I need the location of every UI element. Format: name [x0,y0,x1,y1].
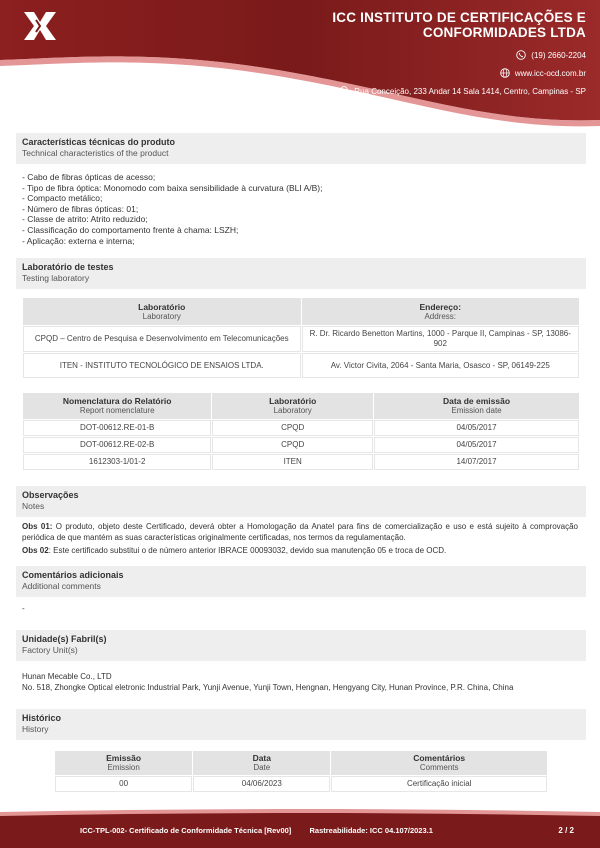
column-header-date: Data Date [193,751,330,775]
column-header-emission: Emissão Emission [55,751,192,775]
company-name-line1: ICC INSTITUTO DE CERTIFICAÇÕES E [332,10,586,25]
list-item: - Classificação do comportamento frente à chama: LSZH; [22,224,239,235]
globe-icon [500,68,510,78]
list-item: - Classe de atrito: Atrito reduzido; [22,214,148,225]
report-id: DOT-00612.RE-01-B [23,420,211,436]
table-header-row [55,751,547,775]
list-item: - Número de fibras ópticas: 01; [22,203,139,214]
section-subtitle: Testing laboratory [22,273,90,283]
address-text: Rua Conceição, 233 Andar 14 Sala 1414, Centro, Campinas - SP [354,86,586,96]
report-id: DOT-00612.RE-02-B [23,437,211,453]
section-title: Comentários adicionais [22,570,124,580]
section-subtitle: Additional comments [22,581,101,591]
company-name [256,10,586,40]
history-comment: Certificação inicial [331,776,547,792]
report-date: 14/07/2017 [374,454,579,470]
section-header-factory [16,630,586,661]
section-subtitle: Factory Unit(s) [22,645,78,655]
factory-address: No. 518, Zhongke Optical eletronic Industrial Park, Yunji Avenue, Yunji Town, Hengnan, Hengyang City, Hunan Province, P.R. China, China [22,683,514,692]
history-date: 04/06/2023 [193,776,330,792]
contact-website [500,68,586,78]
contact-address [339,86,586,96]
report-lab: CPQD [212,420,373,436]
factory-info [22,671,513,693]
contact-phone [516,50,586,60]
table-row [23,353,579,378]
phone-icon [516,50,526,60]
lab-name: CPQD – Centro de Pesquisa e Desenvolvimento em Telecomunicações [23,326,301,352]
reports-table [22,392,580,471]
lab-table [22,297,580,379]
section-subtitle: Technical characteristics of the product [22,148,169,158]
section-title: Laboratório de testes [22,262,114,272]
table-header-row [23,298,579,325]
section-header-tech [16,133,586,164]
footer-template: ICC-TPL-002- Certificado de Conformidade Técnica [Rev00] [80,826,292,835]
tech-characteristics-list [22,172,582,246]
list-item: - Cabo de fibras ópticas de acesso; [22,172,156,182]
lab-address: R. Dr. Ricardo Benetton Martins, 1000 - Parque II, Campinas - SP, 13086-902 [302,326,580,352]
company-name-line2: CONFORMIDADES LTDA [422,25,586,40]
report-lab: CPQD [212,437,373,453]
list-item: - Tipo de fibra óptica: Monomodo com baixa sensibilidade à curvatura (BLI A/B); [22,182,323,193]
footer-traceability: Rastreabilidade: ICC 04.107/2023.1 [309,826,433,835]
table-row [23,420,579,436]
section-header-history [16,709,586,740]
column-header-laboratory: Laboratório Laboratory [212,393,373,419]
section-title: Unidade(s) Fabril(s) [22,634,107,644]
note-obs-01: Obs 01: O produto, objeto deste Certificado, deverá obter a Homologação da Anatel para fins de comercialização e uso e está sujeito à comprovação periódica de que mantém as suas características originalmente certificadas, nos termos da regulamentação. [22,522,578,542]
icc-logo [22,10,58,42]
page-number: 2 / 2 [558,826,574,835]
history-emission: 00 [55,776,192,792]
section-header-comments [16,566,586,597]
list-item: - Aplicação: externa e interna; [22,235,135,246]
section-title: Observações [22,490,79,500]
column-header-emission-date: Data de emissão Emission date [374,393,579,419]
phone-number: (19) 2660-2204 [531,50,586,60]
section-subtitle: Notes [22,501,45,511]
location-pin-icon [339,86,349,96]
column-header-lab: Laboratório Laboratory [23,298,301,325]
section-header-notes [16,486,586,517]
section-title: Características técnicas do produto [22,137,176,147]
column-header-address: Endereço: Address: [302,298,580,325]
table-header-row [23,393,579,419]
footer-info [80,826,433,835]
report-id: 1612303-1/01-2 [23,454,211,470]
factory-name: Hunan Mecable Co., LTD [22,672,112,681]
column-header-report: Nomenclatura do Relatório Report nomenclature [23,393,211,419]
report-lab: ITEN [212,454,373,470]
report-date: 04/05/2017 [374,437,579,453]
note-obs-02: Obs 02: Este certificado substitui o de número anterior IBRACE 00093032, devido sua manutenção 05 e troca de OCD. [22,546,447,555]
table-row [55,776,547,792]
report-date: 04/05/2017 [374,420,579,436]
section-subtitle: History [22,724,49,734]
section-title: Histórico [22,713,62,723]
column-header-comments: Comentários Comments [331,751,547,775]
page-header [0,0,600,130]
list-item: - Compacto metálico; [22,193,103,204]
table-row [23,454,579,470]
table-row [23,326,579,352]
lab-name: ITEN - INSTITUTO TECNOLÓGICO DE ENSAIOS LTDA. [23,353,301,378]
website-link[interactable]: www.icc-ocd.com.br [514,68,586,78]
section-header-lab [16,258,586,289]
comments-text: - [22,604,25,613]
notes-body [22,522,578,560]
history-table [54,750,548,793]
table-row [23,437,579,453]
lab-address: Av. Victor Civita, 2064 - Santa Maria, Osasco - SP, 06149-225 [302,353,580,378]
